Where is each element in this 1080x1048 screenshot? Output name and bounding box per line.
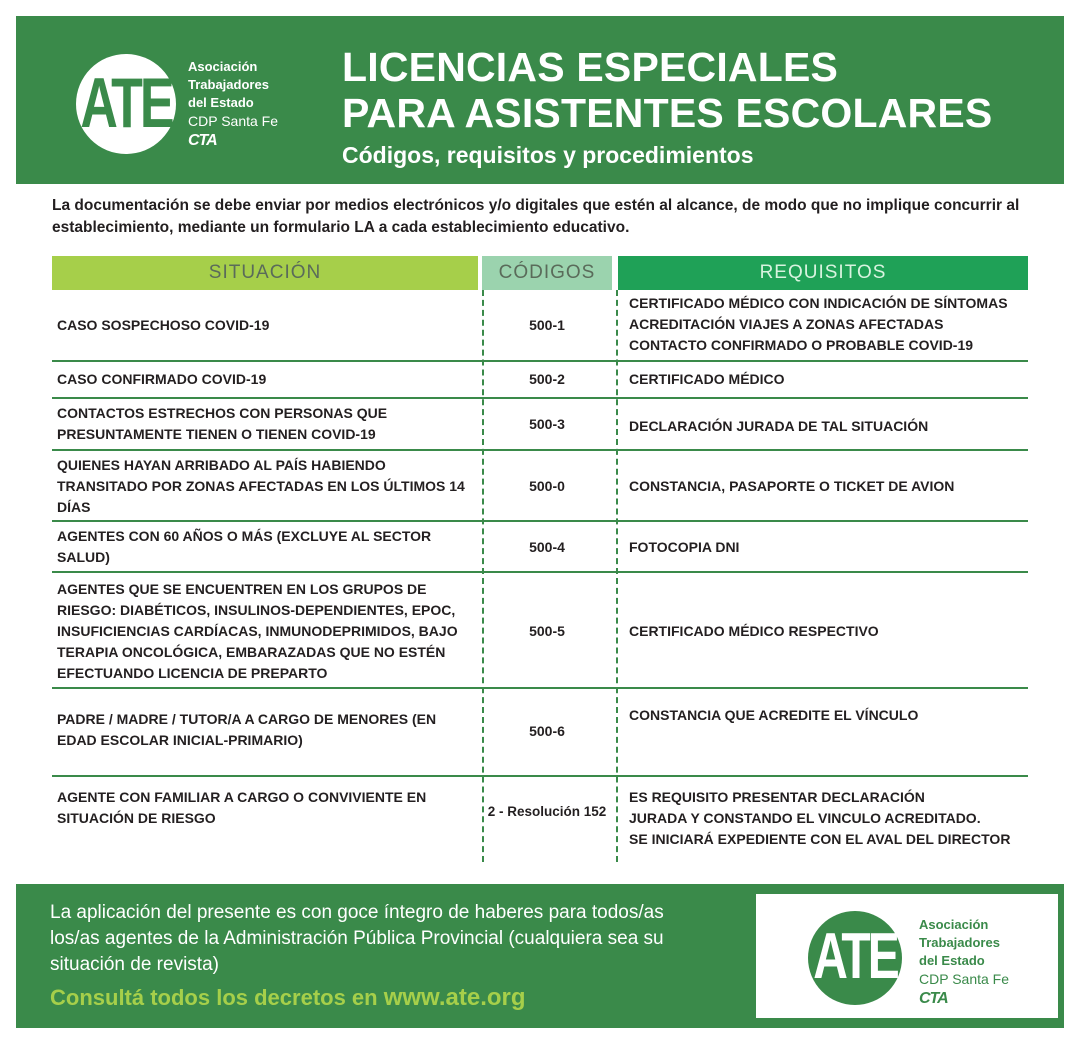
cell-requisitos: CONSTANCIA QUE ACREDITE EL VÍNCULO — [629, 707, 919, 723]
footer-cta-text: Consultá todos los decretos en — [50, 985, 384, 1010]
page-subtitle: Códigos, requisitos y procedimientos — [342, 142, 754, 168]
footer-cta-link[interactable]: www.ate.org — [383, 984, 526, 1011]
requisito-line: JURADA Y CONSTANDO EL VINCULO ACREDITADO. — [629, 810, 981, 826]
requisito-line: SE INICIARÁ EXPEDIENTE CON EL AVAL DEL DIRECTOR — [629, 831, 1011, 847]
title-block — [342, 44, 992, 169]
licencias-table — [52, 256, 1028, 847]
cell-codigo: 500-6 — [529, 723, 565, 739]
cell-codigo: 500-1 — [529, 317, 565, 333]
table-row — [52, 573, 1028, 689]
cell-codigo: 500-4 — [529, 539, 565, 555]
header-banner — [16, 16, 1064, 184]
cell-situacion: CONTACTOS ESTRECHOS CON PERSONAS QUE PRESUNTAMENTE TIENEN O TIENEN COVID-19 — [57, 405, 388, 442]
org-line-2: Trabajadores — [919, 935, 1000, 950]
org-line-1: Asociación — [188, 59, 258, 74]
cell-codigo: 500-5 — [529, 623, 565, 639]
footer-text: La aplicación del presente es con goce íntegro de haberes para todos/as los/as agentes de la Administración Pública Provincial (cualquiera sea su situación de revista) — [50, 902, 664, 975]
ate-logo — [76, 54, 326, 164]
cell-requisitos: CERTIFICADO MÉDICO — [629, 371, 785, 387]
cell-situacion: QUIENES HAYAN ARRIBADO AL PAÍS HABIENDO TRANSITADO POR ZONAS AFECTADAS EN LOS ÚLTIMOS 14 DÍAS — [57, 457, 465, 515]
column-divider-dashed — [616, 290, 618, 862]
cell-situacion: AGENTE CON FAMILIAR A CARGO O CONVIVIENTE EN SITUACIÓN DE RIESGO — [57, 789, 427, 826]
ate-logo-letters: ATE — [80, 64, 172, 144]
cell-requisitos: CONSTANCIA, PASAPORTE O TICKET DE AVION — [629, 478, 955, 494]
cell-codigo: 500-2 — [529, 371, 565, 387]
column-divider-dashed — [482, 290, 484, 862]
cell-codigo: 500-0 — [529, 478, 565, 494]
table-row — [52, 451, 1028, 522]
cell-codigo: 500-3 — [529, 416, 565, 432]
table-row — [52, 522, 1028, 573]
header-situacion: SITUACIÓN — [52, 256, 478, 290]
org-name — [919, 916, 1009, 1008]
footer-banner — [16, 884, 1064, 1028]
org-line-3: del Estado — [919, 953, 985, 968]
cell-situacion: CASO CONFIRMADO COVID-19 — [57, 371, 267, 387]
ate-logo-letters: ATE — [813, 921, 897, 994]
intro-paragraph: La documentación se debe enviar por medios electrónicos y/o digitales que estén al alcance, de modo que no implique concurrir al establecimiento, mediante un formulario LA a cada establecimiento educativo. — [52, 197, 1020, 236]
cell-situacion: AGENTES CON 60 AÑOS O MÁS (EXCLUYE AL SECTOR SALUD) — [57, 528, 432, 565]
org-name — [188, 58, 278, 150]
table-row — [52, 689, 1028, 777]
cta-logo: CTA — [188, 132, 217, 149]
cell-codigo: 2 - Resolución 152 — [487, 804, 607, 819]
cell-situacion: AGENTES QUE SE ENCUENTREN EN LOS GRUPOS DE RIESGO: DIABÉTICOS, INSULINOS-DEPENDIENTES, EPOC, INSUFICIENCIAS CARDÍACAS, INMUNODEPRIMIDOS, BAJO TERAPIA ONCOLÓGICA, EMBARAZADAS QUE NO ESTÉN EFECTUANDO LICENCIA DE PREPARTO — [57, 581, 458, 681]
page-title-line-2: PARA ASISTENTES ESCOLARES — [342, 90, 993, 136]
cell-situacion: CASO SOSPECHOSO COVID-19 — [57, 317, 270, 333]
cell-requisitos — [629, 293, 1029, 356]
cell-situacion: PADRE / MADRE / TUTOR/A A CARGO DE MENORES (EN EDAD ESCOLAR INICIAL-PRIMARIO) — [57, 711, 437, 748]
org-line-4: CDP Santa Fe — [188, 113, 279, 129]
page-title-line-1: LICENCIAS ESPECIALES — [342, 44, 839, 90]
table-row — [52, 362, 1028, 399]
footer-logo-box — [754, 892, 1060, 1020]
org-line-2: Trabajadores — [188, 77, 269, 92]
cell-requisitos: DECLARACIÓN JURADA DE TAL SITUACIÓN — [629, 418, 929, 434]
org-line-1: Asociación — [919, 917, 989, 932]
footer-cta — [50, 984, 526, 1012]
table-row — [52, 290, 1028, 362]
table-row — [52, 777, 1028, 857]
cta-logo: CTA — [919, 990, 948, 1007]
requisito-line: ES REQUISITO PRESENTAR DECLARACIÓN — [629, 789, 925, 805]
ate-logo-circle — [76, 54, 176, 154]
table-row — [52, 399, 1028, 451]
cell-requisitos: CERTIFICADO MÉDICO RESPECTIVO — [629, 623, 879, 639]
ate-logo-circle — [808, 911, 902, 1005]
table-header — [52, 256, 1028, 290]
header-codigos: CÓDIGOS — [482, 256, 612, 290]
header-requisitos: REQUISITOS — [618, 256, 1028, 290]
org-line-3: del Estado — [188, 95, 254, 110]
org-line-4: CDP Santa Fe — [919, 971, 1010, 987]
cell-requisitos — [629, 787, 1029, 850]
cell-requisitos: FOTOCOPIA DNI — [629, 539, 740, 555]
requisito-line: CERTIFICADO MÉDICO CON INDICACIÓN DE SÍNTOMAS — [629, 295, 1008, 311]
requisito-line: CONTACTO CONFIRMADO O PROBABLE COVID-19 — [629, 337, 974, 353]
requisito-line: ACREDITACIÓN VIAJES A ZONAS AFECTADAS — [629, 316, 944, 332]
